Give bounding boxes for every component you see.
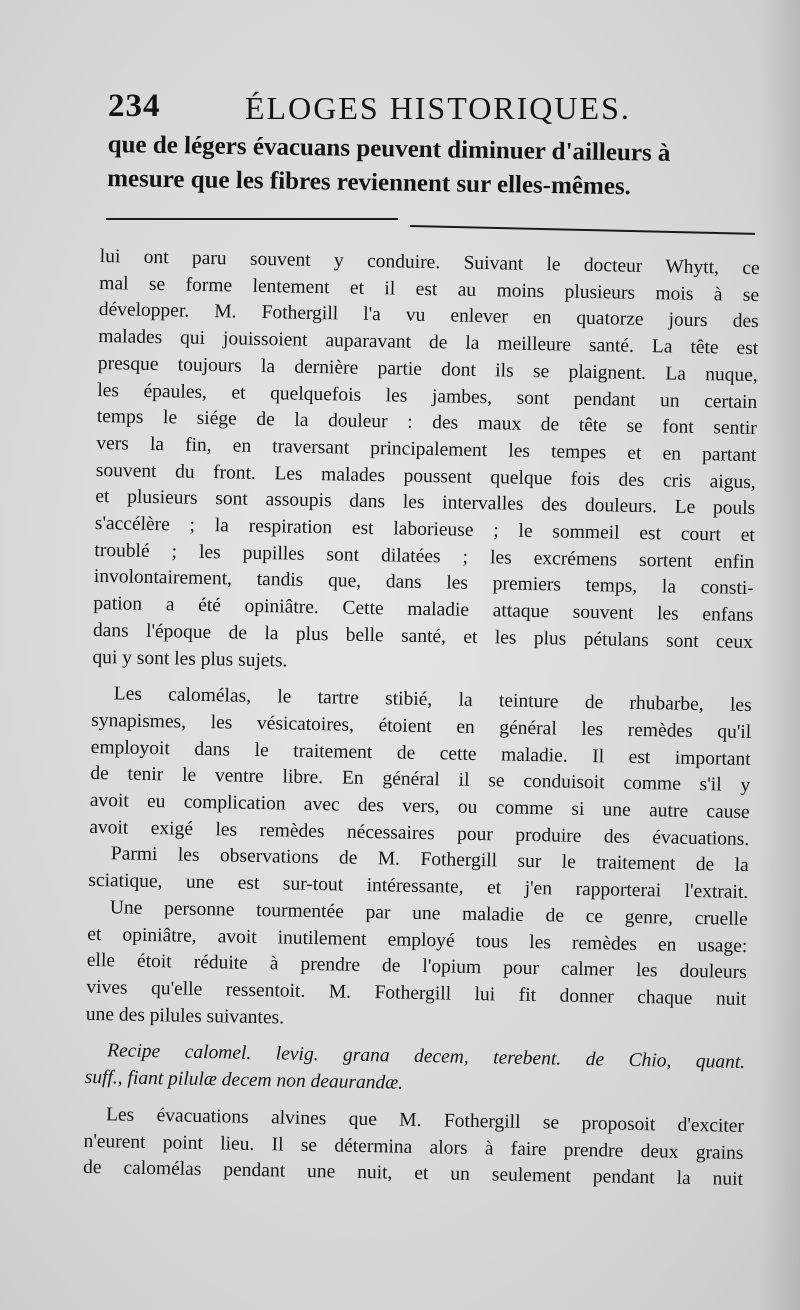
text-line: s'accélère ; la respiration est laborieuse ; le sommeil est court et [94,512,755,547]
text-line: pation a été opiniâtre. Cette maladie attaque souvent les enfans [93,593,754,627]
text-line: de calomélas pendant une nuit, et un seulement pendant la nuit [82,1157,744,1191]
paragraph-4 [86,895,748,1041]
text-line: vives qu'elle ressentoit. M. Fothergill lui fit donner chaque nuit [86,976,747,1010]
text-line: une des pilules suivantes. [85,1003,285,1029]
page-edge-shadow [760,0,800,1310]
footnote-line: que de légers évacuans peuvent diminuer d'ailleurs à [107,130,671,167]
text-line: et opiniâtre, avoit inutilement employé tous les remèdes en usage: [87,923,748,957]
main-text [83,244,760,1194]
text-line: souvent du front. Les malades poussent quelque fois des cris aigus, [95,459,756,493]
text-line: malades qui jouissoient auparavant de la meilleure santé. La tête est [98,326,759,360]
text-line: troublé ; les pupilles sont dilatées ; les excrémens sortent enfin [94,539,755,573]
text-line: elle étoit réduite à prendre de l'opium pour calmer les douleurs [86,950,747,984]
text-line: mal se forme lentement et il est au moins plusieurs mois à se [99,272,760,306]
text-line: de tenir le ventre libre. En général il se conduisoit comme s'il y [90,763,751,797]
paragraph-5 [83,1102,744,1194]
text-line: lui ont paru souvent y conduire. Suivant le docteur Whytt, ce [99,245,760,280]
text-line: Les calomélas, le tartre stibié, la teinture de rhubarbe, les [113,683,752,717]
text-line: les épaules, et quelquefois les jambes, sont pendant un certain [97,379,758,413]
text-line: dans l'époque de la plus belle santé, et les plus pétulans sont ceux [92,619,754,653]
paragraph-2 [89,681,752,853]
page-number: 234 [108,88,161,124]
text-line: employoit dans le traitement de cette maladie. Il est important [90,736,751,770]
text-line: qui y sont les plus sujets. [92,646,288,672]
text-line: sciatique, une est sur-tout intéressante, et j'en rapporterai l'extrait. [88,870,749,904]
text-line: Parmi les observations de M. Fothergill sur le traitement de la [110,843,749,877]
text-line: Les évacuations alvines que M. Fothergill se proposoit d'exciter [105,1104,745,1137]
text-line: avoit eu complication avec des vers, ou comme si une autre cause [89,789,750,824]
recipe-line: Recipe calomel. levig. grana decem, terebent. de Chio, quant. [107,1040,746,1074]
text-line: Une personne tourmentée par une maladie de ce genre, cruelle [109,897,748,930]
recipe-line: suff., fiant pilulæ decem non deaurandæ. [84,1066,404,1094]
text-line: involontairement, tandis que, dans les premiers temps, la consti- [93,566,754,600]
text-line: synapismes, les vésicatoires, étoient en général les remèdes qu'il [91,709,752,743]
text-line: développer. M. Fothergill l'a vu enlever en quatorze jours des [98,299,759,333]
text-line: n'eurent point lieu. Il se détermina alors à faire prendre deux grains [83,1130,744,1164]
text-line: temps le siége de la douleur : des maux de tête se font sentir [96,406,757,440]
footnote-continuation [107,128,763,206]
running-title: ÉLOGES HISTORIQUES. [245,90,631,126]
text-line: et plusieurs sont assoupis dans les intervalles des douleurs. Le pouls [95,486,756,520]
text-line: avoit exigé les remèdes nécessaires pour produire des évacuations. [89,816,750,850]
footnote-line: mesure que les fibres reviennent sur elles-mêmes. [106,164,632,201]
text-line: vers la fin, en traversant principalement les tempes et en partant [96,432,757,466]
separator-rule-right [410,225,755,235]
paragraph-1 [92,244,760,683]
text-line: presque toujours la dernière partie dont ils se plaignent. La nuque, [97,352,758,386]
separator-rule-left [106,218,398,220]
